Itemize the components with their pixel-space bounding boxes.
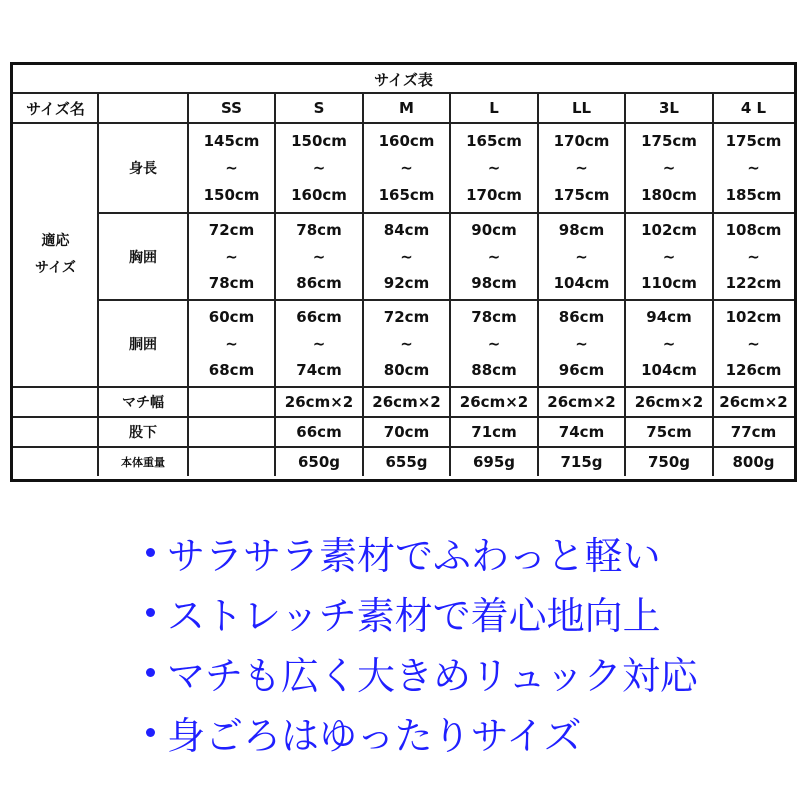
cell-line: 86cm	[558, 308, 605, 327]
cell-line: 72cm	[383, 308, 430, 327]
cell-line: ~	[400, 247, 413, 266]
cell-line: 98cm	[471, 273, 517, 292]
cell-line: ~	[225, 159, 238, 177]
cell-line: 122cm	[725, 273, 782, 292]
cell-line: ~	[747, 334, 760, 353]
feature-item	[140, 582, 698, 642]
cell-line: ~	[400, 159, 413, 177]
value-cell	[450, 123, 538, 213]
cell-line: 92cm	[383, 273, 430, 292]
cell-line: 108cm	[725, 221, 782, 240]
cell-line: ~	[575, 334, 588, 353]
value-cell	[450, 300, 538, 387]
cell-line: 102cm	[641, 221, 697, 240]
value-cell	[188, 417, 275, 447]
cell-line: 104cm	[641, 360, 697, 379]
value-cell	[713, 300, 794, 387]
cell-line: ~	[747, 247, 760, 266]
value-cell: 26cm×2	[284, 393, 354, 411]
cell-line: ~	[312, 159, 326, 177]
cell-line: 88cm	[471, 360, 517, 379]
value-cell	[713, 213, 794, 300]
size-header: M	[399, 99, 414, 117]
row-label-height: 身長	[129, 161, 157, 177]
cell-line: 78cm	[471, 308, 517, 327]
cell-line: 86cm	[296, 273, 342, 292]
value-cell	[538, 300, 625, 387]
cell-line: 110cm	[641, 273, 697, 292]
cell-line: ~	[575, 247, 588, 266]
cell-line: ~	[487, 247, 501, 266]
cell-line: 84cm	[383, 221, 430, 240]
cell-line: 80cm	[383, 360, 430, 379]
cell-line: 72cm	[208, 221, 255, 240]
cell-line: ~	[225, 247, 238, 266]
cell-line: 66cm	[296, 308, 342, 327]
cell-line: 96cm	[558, 360, 605, 379]
size-header: L	[489, 99, 499, 117]
value-cell: 75cm	[646, 423, 692, 441]
cell-line: ~	[225, 334, 238, 353]
cell-line: ~	[662, 334, 676, 353]
value-cell: 26cm×2	[459, 393, 529, 411]
cell-line: 60cm	[208, 308, 255, 327]
cell-line: 150cm	[291, 132, 347, 150]
value-cell	[275, 300, 363, 387]
feature-item	[140, 702, 698, 762]
value-cell	[625, 213, 713, 300]
cell-line: ~	[575, 159, 588, 177]
cell-line: 175cm	[553, 186, 610, 204]
cell-line: 78cm	[208, 273, 255, 292]
value-cell	[363, 123, 450, 213]
table-title: サイズ表	[374, 70, 433, 89]
size-table-grid	[13, 65, 794, 479]
cell-line: 68cm	[208, 360, 255, 379]
value-cell: 695g	[472, 452, 516, 471]
value-cell	[188, 300, 275, 387]
value-cell	[713, 123, 794, 213]
value-cell: 70cm	[383, 423, 430, 441]
cell-line: 185cm	[725, 186, 782, 204]
value-cell: 26cm×2	[634, 393, 704, 411]
corner-label: サイズ名	[26, 99, 85, 118]
value-cell: 800g	[732, 452, 775, 471]
value-cell: 26cm×2	[719, 393, 788, 411]
cell-line: 126cm	[725, 360, 782, 379]
row-label-waist: 胴囲	[129, 336, 157, 353]
cell-line: 175cm	[725, 132, 782, 150]
cell-line: 102cm	[725, 308, 782, 327]
cell-line: 104cm	[553, 273, 610, 292]
feature-text: マチも広く大きめリュック対応	[167, 653, 698, 698]
feature-text: ストレッチ素材で着心地向上	[167, 593, 661, 638]
cell-line: ~	[312, 334, 326, 353]
cell-line: ~	[747, 159, 760, 177]
cell-line: 180cm	[641, 186, 697, 204]
cell-line: ~	[662, 159, 676, 177]
size-header: 3L	[659, 99, 679, 117]
value-cell: 655g	[385, 452, 428, 471]
value-cell	[538, 213, 625, 300]
feature-item	[140, 642, 698, 702]
value-cell	[363, 300, 450, 387]
cell-line: 78cm	[296, 221, 342, 240]
cell-line: ~	[312, 247, 326, 266]
cell-line: 170cm	[466, 186, 522, 204]
value-cell: 750g	[647, 452, 691, 471]
value-cell	[188, 123, 275, 213]
value-cell	[275, 213, 363, 300]
value-cell	[450, 213, 538, 300]
value-cell	[188, 213, 275, 300]
group-label-line: 適応	[41, 233, 70, 250]
size-header: LL	[571, 99, 592, 117]
row-label-inseam: 股下	[129, 425, 157, 441]
cell-line: ~	[400, 334, 413, 353]
value-cell: 74cm	[558, 423, 605, 441]
cell-line: 175cm	[641, 132, 697, 150]
group-label-line: サイズ	[35, 260, 76, 276]
cell-line: 98cm	[558, 221, 605, 240]
bullet-icon	[146, 608, 155, 617]
value-cell	[275, 123, 363, 213]
cell-line: 74cm	[296, 360, 342, 379]
cell-line: ~	[487, 334, 501, 353]
value-cell: 71cm	[471, 423, 517, 441]
feature-list	[140, 522, 698, 762]
bullet-icon	[146, 548, 155, 557]
value-cell: 26cm×2	[372, 393, 441, 411]
value-cell	[625, 123, 713, 213]
feature-text: 身ごろはゆったりサイズ	[167, 713, 582, 758]
group-label	[13, 123, 98, 387]
value-cell: 66cm	[296, 423, 342, 441]
value-cell	[188, 447, 275, 476]
cell-line: 145cm	[203, 132, 260, 150]
cell-line: ~	[487, 159, 501, 177]
bullet-icon	[146, 728, 155, 737]
cell-line: 165cm	[466, 132, 522, 150]
feature-text: サラサラ素材でふわっと軽い	[167, 533, 661, 578]
size-header: S	[313, 99, 325, 117]
cell-line: 165cm	[378, 186, 435, 204]
size-table	[10, 62, 797, 482]
size-header: SS	[221, 99, 242, 117]
cell-line: 150cm	[203, 186, 260, 204]
size-header: 4 L	[740, 99, 767, 117]
value-cell	[625, 300, 713, 387]
value-cell	[363, 213, 450, 300]
row-label-gusset: マチ幅	[122, 395, 164, 411]
cell-line: 94cm	[646, 308, 692, 327]
value-cell	[538, 123, 625, 213]
row-label-chest: 胸囲	[129, 249, 157, 266]
cell-line: 160cm	[378, 132, 435, 150]
cell-line: 170cm	[553, 132, 610, 150]
value-cell	[188, 387, 275, 417]
cell-line: 90cm	[471, 221, 517, 240]
bullet-icon	[146, 668, 155, 677]
value-cell: 650g	[297, 452, 341, 471]
value-cell: 26cm×2	[547, 393, 616, 411]
cell-line: ~	[662, 247, 676, 266]
cell-line: 160cm	[291, 186, 347, 204]
value-cell: 715g	[560, 452, 603, 471]
value-cell: 77cm	[730, 423, 777, 441]
feature-item	[140, 522, 698, 582]
row-label-weight: 本体重量	[121, 455, 165, 469]
